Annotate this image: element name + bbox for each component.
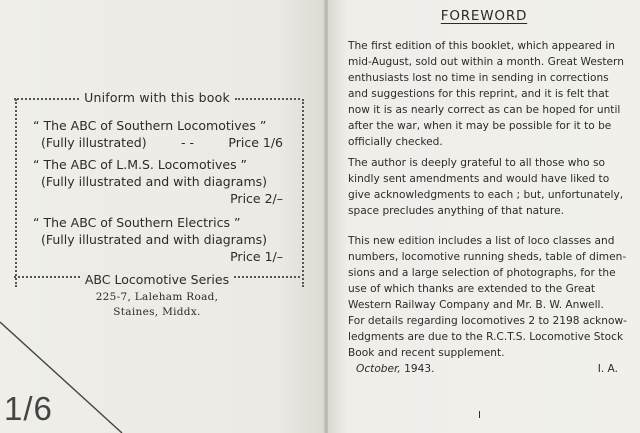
text-line: mid-August, sold out within a month. Great Western bbox=[348, 56, 624, 68]
text-line: The author is deeply grateful to all those who so bbox=[348, 157, 605, 169]
book-subtitle: (Fully illustrated) bbox=[41, 135, 147, 150]
box-title: Uniform with this book bbox=[84, 90, 230, 105]
foreword-paragraph-3 bbox=[348, 233, 626, 361]
text-line: ledgments are due to the R.C.T.S. Locomotive Stock bbox=[348, 331, 624, 343]
foreword-signature-line bbox=[356, 363, 618, 375]
text-line: The first edition of this booklet, which appeared in bbox=[348, 40, 616, 52]
book-subtitle: (Fully illustrated and with diagrams) bbox=[41, 232, 268, 247]
text-line: enthusiasts lost no time in sending in corrections bbox=[348, 72, 609, 84]
series-name: ABC Locomotive Series bbox=[80, 272, 234, 287]
text-line: space precludes anything of that nature. bbox=[348, 205, 565, 217]
text-line: Western Railway Company and Mr. B. W. Anwell. bbox=[348, 299, 604, 311]
foreword-paragraph-1 bbox=[348, 38, 626, 150]
text-line: officially checked. bbox=[348, 136, 443, 148]
text-line: sions and a large selection of photographs, for the bbox=[348, 267, 616, 279]
text-line: after the war, when it may be possible for it to be bbox=[348, 120, 612, 132]
book-title: “ The ABC of Southern Locomotives ” bbox=[33, 118, 267, 133]
book-price: Price 2/– bbox=[230, 191, 283, 206]
page-title: FOREWORD bbox=[440, 8, 528, 24]
author-initials: I. A. bbox=[597, 363, 618, 375]
text-line: now it is as nearly correct as can be hoped for until bbox=[348, 104, 621, 116]
publisher-address-line2: Staines, Middx. bbox=[113, 306, 201, 318]
text-line: use of which thanks are extended to the Great bbox=[348, 283, 596, 295]
date-month: October, bbox=[356, 363, 401, 375]
corner-price: 1/6 bbox=[4, 390, 53, 427]
text-line: Book and recent supplement. bbox=[348, 347, 505, 359]
text-line: and suggestions for this reprint, and it is felt that bbox=[348, 88, 609, 100]
text-line: numbers, locomotive running sheds, table of dimen- bbox=[348, 251, 627, 263]
book-price: Price 1/6 bbox=[228, 135, 283, 150]
text-line: This new edition includes a list of loco classes and bbox=[348, 235, 615, 247]
book-title: “ The ABC of L.M.S. Locomotives ” bbox=[33, 157, 248, 172]
date-year: 1943. bbox=[404, 363, 435, 375]
foreword-date bbox=[356, 363, 435, 375]
right-page bbox=[328, 0, 640, 433]
book-price: Price 1/– bbox=[230, 249, 283, 264]
publisher-address-line1: 225-7, Laleham Road, bbox=[95, 291, 219, 303]
foreword-paragraph-2 bbox=[348, 155, 626, 219]
text-line: kindly sent amendments and would have liked to bbox=[348, 173, 610, 185]
text-line: For details regarding locomotives 2 to 2198 acknow- bbox=[348, 315, 627, 327]
page-number: I bbox=[478, 410, 481, 421]
leader-dashes: - - bbox=[181, 135, 194, 150]
book-subtitle: (Fully illustrated and with diagrams) bbox=[41, 174, 268, 189]
book-title: “ The ABC of Southern Electrics ” bbox=[33, 215, 241, 230]
text-line: give acknowledgments to each ; but, unfortunately, bbox=[348, 189, 624, 201]
